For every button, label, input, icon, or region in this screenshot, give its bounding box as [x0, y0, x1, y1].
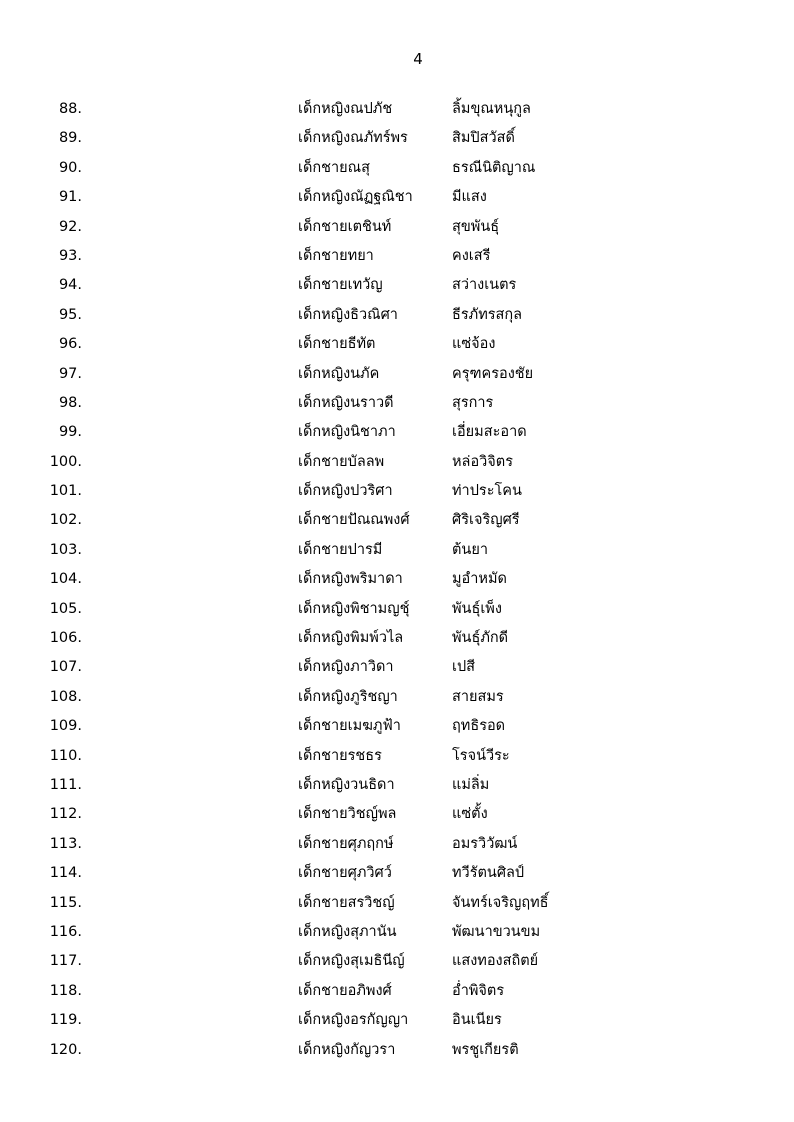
item-number: 117.: [49, 953, 82, 970]
last-name: อ่ำพิจิตร: [452, 982, 505, 999]
first-name: เด็กชายบัลลพ: [298, 453, 385, 470]
last-name: ธรณีนิติญาณ: [452, 159, 536, 176]
first-name: เด็กชายศุภวิศว์: [298, 865, 392, 882]
list-item: [0, 947, 600, 976]
first-name: เด็กหญิงวนธิดา: [298, 776, 395, 793]
last-name: ฤทธิรอด: [452, 718, 506, 735]
last-name: สุรการ: [452, 394, 494, 411]
first-name: เด็กหญิงนภัค: [298, 365, 380, 382]
list-item: [0, 213, 600, 242]
list-item: [0, 712, 600, 741]
list-item: [0, 448, 600, 477]
item-number: 118.: [49, 982, 82, 999]
item-number: 107.: [49, 659, 82, 676]
item-number: 96.: [58, 336, 82, 353]
first-name: เด็กชายสรวิชญ์: [298, 894, 395, 911]
first-name: เด็กหญิงพิมพ์วไล: [298, 630, 404, 647]
list-item: [0, 889, 600, 918]
first-name: เด็กชายเทวัญ: [298, 277, 383, 294]
first-name: เด็กชายเตชินท์: [298, 218, 392, 235]
list-item: [0, 918, 600, 947]
last-name: แซ่จ้อง: [452, 336, 496, 353]
last-name: สว่างเนตร: [452, 277, 517, 294]
first-name: เด็กหญิงณปภัช: [298, 101, 393, 117]
first-name: เด็กหญิงพิชามญชุ์: [298, 600, 410, 617]
first-name: เด็กหญิงพริมาดา: [298, 571, 403, 588]
last-name: จันทร์เจริญฤทธิ์: [452, 894, 549, 911]
first-name: เด็กชายอภิพงศ์: [298, 982, 392, 999]
last-name: แซ่ตั้ง: [452, 806, 488, 823]
item-number: 120.: [49, 1041, 82, 1058]
list-item: [0, 742, 600, 771]
last-name: ธีรภัทรสกุล: [452, 306, 523, 323]
item-number: 103.: [49, 541, 82, 558]
item-number: 93.: [58, 247, 82, 264]
first-name: เด็กชายปัณณพงศ์: [298, 512, 410, 529]
first-name: เด็กหญิงภาวิดา: [298, 659, 394, 676]
item-number: 102.: [49, 512, 82, 529]
last-name: มูอำหมัด: [452, 571, 507, 588]
last-name: พรชูเกียรติ: [452, 1041, 519, 1058]
list-item: [0, 242, 600, 271]
list-item: [0, 830, 600, 859]
item-number: 97.: [58, 365, 82, 382]
item-number: 113.: [49, 835, 82, 852]
last-name: สุขพันธุ์: [452, 218, 500, 235]
first-name: เด็กหญิงภูริชญา: [298, 688, 398, 705]
first-name: เด็กหญิงณัฏฐณิชา: [298, 189, 413, 206]
item-number: 95.: [58, 306, 82, 323]
last-name: โรจน์วีระ: [452, 747, 510, 764]
item-number: 89.: [58, 130, 82, 147]
item-number: 114.: [49, 865, 82, 882]
list-item: [0, 418, 600, 447]
item-number: 115.: [49, 894, 82, 911]
last-name: พัฒนาขวนขม: [452, 923, 541, 940]
list-item: [0, 653, 600, 682]
item-number: 108.: [49, 688, 82, 705]
last-name: หล่อวิจิตร: [452, 453, 513, 470]
list-item: [0, 301, 600, 330]
item-number: 119.: [49, 1012, 82, 1029]
last-name: ท่าประโคน: [452, 483, 522, 500]
last-name: ศิริเจริญศรี: [452, 512, 520, 529]
first-name: เด็กหญิงณภัทร์พร: [298, 130, 408, 147]
list-item: [0, 506, 600, 535]
item-number: 91.: [58, 189, 82, 206]
list-item: [0, 977, 600, 1006]
first-name: เด็กหญิงสุภานัน: [298, 923, 397, 940]
item-number: 104.: [49, 571, 82, 588]
first-name: เด็กหญิงนราวดี: [298, 394, 394, 411]
last-name: มีแสง: [452, 189, 487, 206]
list-item: [0, 360, 600, 389]
item-number: 106.: [49, 630, 82, 647]
first-name: เด็กชายวิชญ์พล: [298, 806, 397, 823]
last-name: ลิ้มขุณหนุกูล: [452, 101, 531, 117]
last-name: ต้นยา: [452, 541, 488, 558]
list-item: [0, 1036, 600, 1065]
item-number: 110.: [49, 747, 82, 764]
first-name: เด็กชายศุภฤกษ์: [298, 835, 394, 852]
list-item: [0, 536, 600, 565]
item-number: 116.: [49, 923, 82, 940]
item-number: 92.: [58, 218, 82, 235]
list-item: [0, 389, 600, 418]
last-name: เอี่ยมสะอาด: [452, 424, 527, 441]
last-name: พันธุ์เพ็ง: [452, 600, 502, 617]
item-number: 100.: [49, 453, 82, 470]
item-number: 99.: [58, 424, 82, 441]
list-item: [0, 800, 600, 829]
list-item: [0, 683, 600, 712]
first-name: เด็กหญิงนิชาภา: [298, 424, 396, 441]
item-number: 109.: [49, 718, 82, 735]
item-number: 98.: [58, 394, 82, 411]
item-number: 112.: [49, 806, 82, 823]
last-name: แสงทองสถิตย์: [452, 953, 539, 970]
first-name: เด็กหญิงกัญวรา: [298, 1041, 396, 1058]
list-item: [0, 330, 600, 359]
last-name: สิมปิสวัสดิ์: [452, 130, 515, 147]
first-name: เด็กชายธีทัต: [298, 336, 376, 353]
list-item: [0, 271, 600, 300]
page-number: 4: [413, 50, 423, 68]
last-name: ทวีรัตนศิลป์: [452, 865, 525, 882]
last-name: สายสมร: [452, 688, 504, 705]
list-item: [0, 771, 600, 800]
last-name: อินเนียร: [452, 1012, 502, 1029]
first-name: เด็กชายเมฆภูฟ้า: [298, 718, 401, 735]
list-item: [0, 124, 600, 153]
first-name: เด็กชายณสุ: [298, 159, 370, 176]
list-item: [0, 565, 600, 594]
last-name: พันธุ์ภักดี: [452, 630, 509, 647]
last-name: เปสี: [452, 659, 476, 676]
first-name: เด็กชายรชธร: [298, 747, 382, 764]
list-item: [0, 1006, 600, 1035]
list-item: [0, 624, 600, 653]
item-number: 94.: [58, 277, 82, 294]
list-item: [0, 595, 600, 624]
item-number: 88.: [58, 101, 82, 117]
list-item: [0, 154, 600, 183]
first-name: เด็กชายทยา: [298, 247, 374, 264]
item-number: 105.: [49, 600, 82, 617]
first-name: เด็กหญิงสุเมธินีญ์: [298, 953, 405, 970]
list-item: [0, 95, 600, 124]
list-item: [0, 859, 600, 888]
item-number: 101.: [49, 483, 82, 500]
name-list: [0, 95, 600, 1065]
first-name: เด็กหญิงอรกัญญา: [298, 1012, 409, 1029]
last-name: ครุฑครองชัย: [452, 365, 534, 382]
first-name: เด็กหญิงปวริศา: [298, 483, 393, 500]
last-name: คงเสรี: [452, 247, 491, 264]
list-item: [0, 477, 600, 506]
item-number: 90.: [58, 159, 82, 176]
last-name: อมรวิวัฒน์: [452, 835, 518, 852]
item-number: 111.: [49, 776, 82, 793]
last-name: แม่ลิ่ม: [452, 776, 490, 793]
list-item: [0, 183, 600, 212]
first-name: เด็กหญิงธิวณิศา: [298, 306, 398, 323]
first-name: เด็กชายปารมี: [298, 541, 383, 558]
